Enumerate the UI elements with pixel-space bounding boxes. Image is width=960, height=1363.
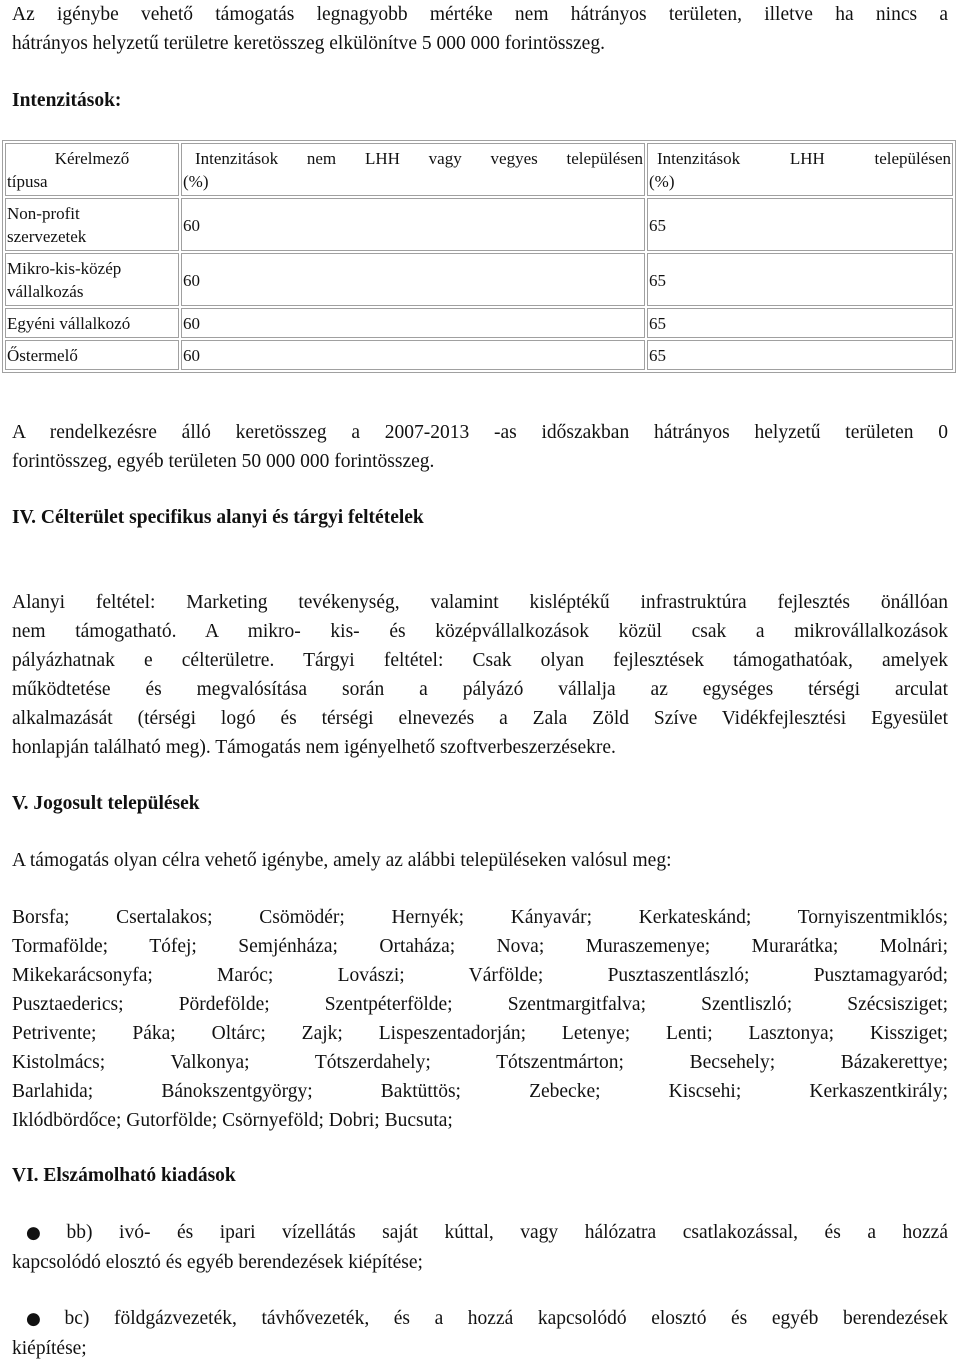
row-non-lhh-value: 60: [181, 308, 645, 338]
row-lhh-value: 65: [647, 340, 953, 370]
settlements-line: Borsfa; Csertalakos; Csömödér; Hernyék; Kányavár; Kerkateskánd; Tornyiszentmiklós;: [12, 907, 948, 928]
row-type-line-2: vállalkozás: [7, 282, 84, 301]
settlements-line: Tormafölde; Tófej; Semjénháza; Ortaháza; Nova; Muraszemenye; Murarátka; Molnári;: [12, 936, 948, 957]
row-non-lhh-value: 60: [181, 340, 645, 370]
bullet-icon: ●: [26, 1223, 63, 1243]
header-non-lhh-line-1: Intenzitások nem LHH vagy vegyes településen: [195, 149, 643, 168]
settlements-list: [12, 903, 948, 1135]
table-row: [5, 253, 953, 306]
section-vi-title: VI. Elszámolható kiadások: [12, 1165, 236, 1186]
intro-line-2: hátrányos helyzetű területre keretösszeg elkülönítve 5 000 000 forintösszeg.: [12, 33, 605, 54]
settlements-line: Pusztaederics; Pördefölde; Szentpéterfölde; Szentmargitfalva; Szentliszló; Szécsisziget;: [12, 994, 948, 1015]
table-header-row: [5, 143, 953, 196]
settlements-line: Kistolmács; Valkonya; Tótszerdahely; Tótszentmárton; Becsehely; Bázakerettye;: [12, 1052, 948, 1073]
section-iv-line: Alanyi feltétel: Marketing tevékenység, valamint kisléptékű infrastruktúra fejlesztés önállóan: [12, 592, 948, 613]
intro-line-1: Az igénybe vehető támogatás legnagyobb mértéke nem hátrányos területen, illetve ha nincs a: [12, 4, 948, 25]
budget-line-1: A rendelkezésre álló keretösszeg a 2007-2013 -as időszakban hátrányos helyzetű területen 0: [12, 422, 948, 443]
intensities-table: [2, 140, 956, 373]
settlements-line: Petrivente; Páka; Oltárc; Zajk; Lispeszentadorján; Letenye; Lenti; Lasztonya; Kissziget;: [12, 1023, 948, 1044]
row-type-line-1: Mikro-kis-közép: [7, 259, 122, 278]
list-item: [12, 1218, 948, 1277]
section-iv-line: honlapján található meg). Támogatás nem igényelhető szoftverbeszerzésekre.: [12, 737, 616, 758]
list-item-line-2: kapcsolódó elosztó és egyéb berendezések kiépítése;: [12, 1252, 423, 1273]
settlements-line: Mikekarácsonyfa; Maróc; Lovászi; Várfölde; Pusztaszentlászló; Pusztamagyaród;: [12, 965, 948, 986]
header-lhh-line-1: Intenzitások LHH településen: [657, 149, 951, 168]
intro-paragraph: [12, 0, 948, 58]
list-item: [12, 1304, 948, 1363]
table-row: [5, 340, 953, 370]
list-item-line-1: [12, 1218, 948, 1248]
section-iv-line: nem támogatható. A mikro- kis- és középvállalkozások közül csak a mikrovállalkozások: [12, 621, 948, 642]
row-type-cell: Őstermelő: [5, 340, 179, 370]
list-item-text: bb) ivó- és ipari vízellátás saját kúttal, vagy hálózatra csatlakozással, és a hozzá: [66, 1222, 948, 1243]
table-row: [5, 198, 953, 251]
header-applicant-line-2: típusa: [7, 172, 48, 191]
section-v-intro: A támogatás olyan célra vehető igénybe, amely az alábbi településeken valósul meg:: [12, 850, 672, 871]
header-cell-applicant-type: [5, 143, 179, 196]
list-item-line-2: kiépítése;: [12, 1338, 87, 1359]
row-lhh-value: 65: [647, 253, 953, 306]
budget-paragraph: [12, 418, 948, 476]
row-type-line-2: szervezetek: [7, 227, 87, 246]
row-lhh-value: 65: [647, 308, 953, 338]
intensities-title: Intenzitások:: [12, 90, 122, 111]
section-v-title: V. Jogosult települések: [12, 793, 200, 814]
section-iv-line: pályázhatnak e célterületre. Tárgyi feltétel: Csak olyan fejlesztések támogathatóak, amelyek: [12, 650, 948, 671]
row-type-cell: [5, 198, 179, 251]
section-iv-paragraph: [12, 588, 948, 762]
section-iv-title: IV. Célterület specifikus alanyi és tárgyi feltételek: [12, 507, 424, 528]
bullet-icon: ●: [26, 1309, 61, 1329]
table-row: [5, 308, 953, 338]
row-non-lhh-value: 60: [181, 253, 645, 306]
list-item-line-1: [12, 1304, 948, 1334]
row-non-lhh-value: 60: [181, 198, 645, 251]
header-cell-lhh: [647, 143, 953, 196]
row-type-line-1: Non-profit: [7, 204, 80, 223]
section-iv-line: működtetése és megvalósítása során a pályázó vállalja az egységes térségi arculat: [12, 679, 948, 700]
header-cell-non-lhh: [181, 143, 645, 196]
budget-line-2: forintösszeg, egyéb területen 50 000 000 forintösszeg.: [12, 451, 435, 472]
section-iv-line: alkalmazását (térségi logó és térségi elnevezés a Zala Zöld Szíve Vidékfejlesztési Egyesület: [12, 708, 948, 729]
row-lhh-value: 65: [647, 198, 953, 251]
settlements-line: Barlahida; Bánokszentgyörgy; Baktüttös; Zebecke; Kiscsehi; Kerkaszentkirály;: [12, 1081, 948, 1102]
header-non-lhh-line-2: (%): [183, 172, 209, 191]
row-type-cell: Egyéni vállalkozó: [5, 308, 179, 338]
row-type-cell: [5, 253, 179, 306]
header-applicant-line-1: Kérelmező: [54, 149, 130, 168]
header-lhh-line-2: (%): [649, 172, 675, 191]
settlements-line: Iklódbördőce; Gutorfölde; Csörnyeföld; Dobri; Bucsuta;: [12, 1110, 453, 1131]
list-item-text: bc) földgázvezeték, távhővezeték, és a hozzá kapcsolódó elosztó és egyéb berendezések: [64, 1308, 948, 1329]
